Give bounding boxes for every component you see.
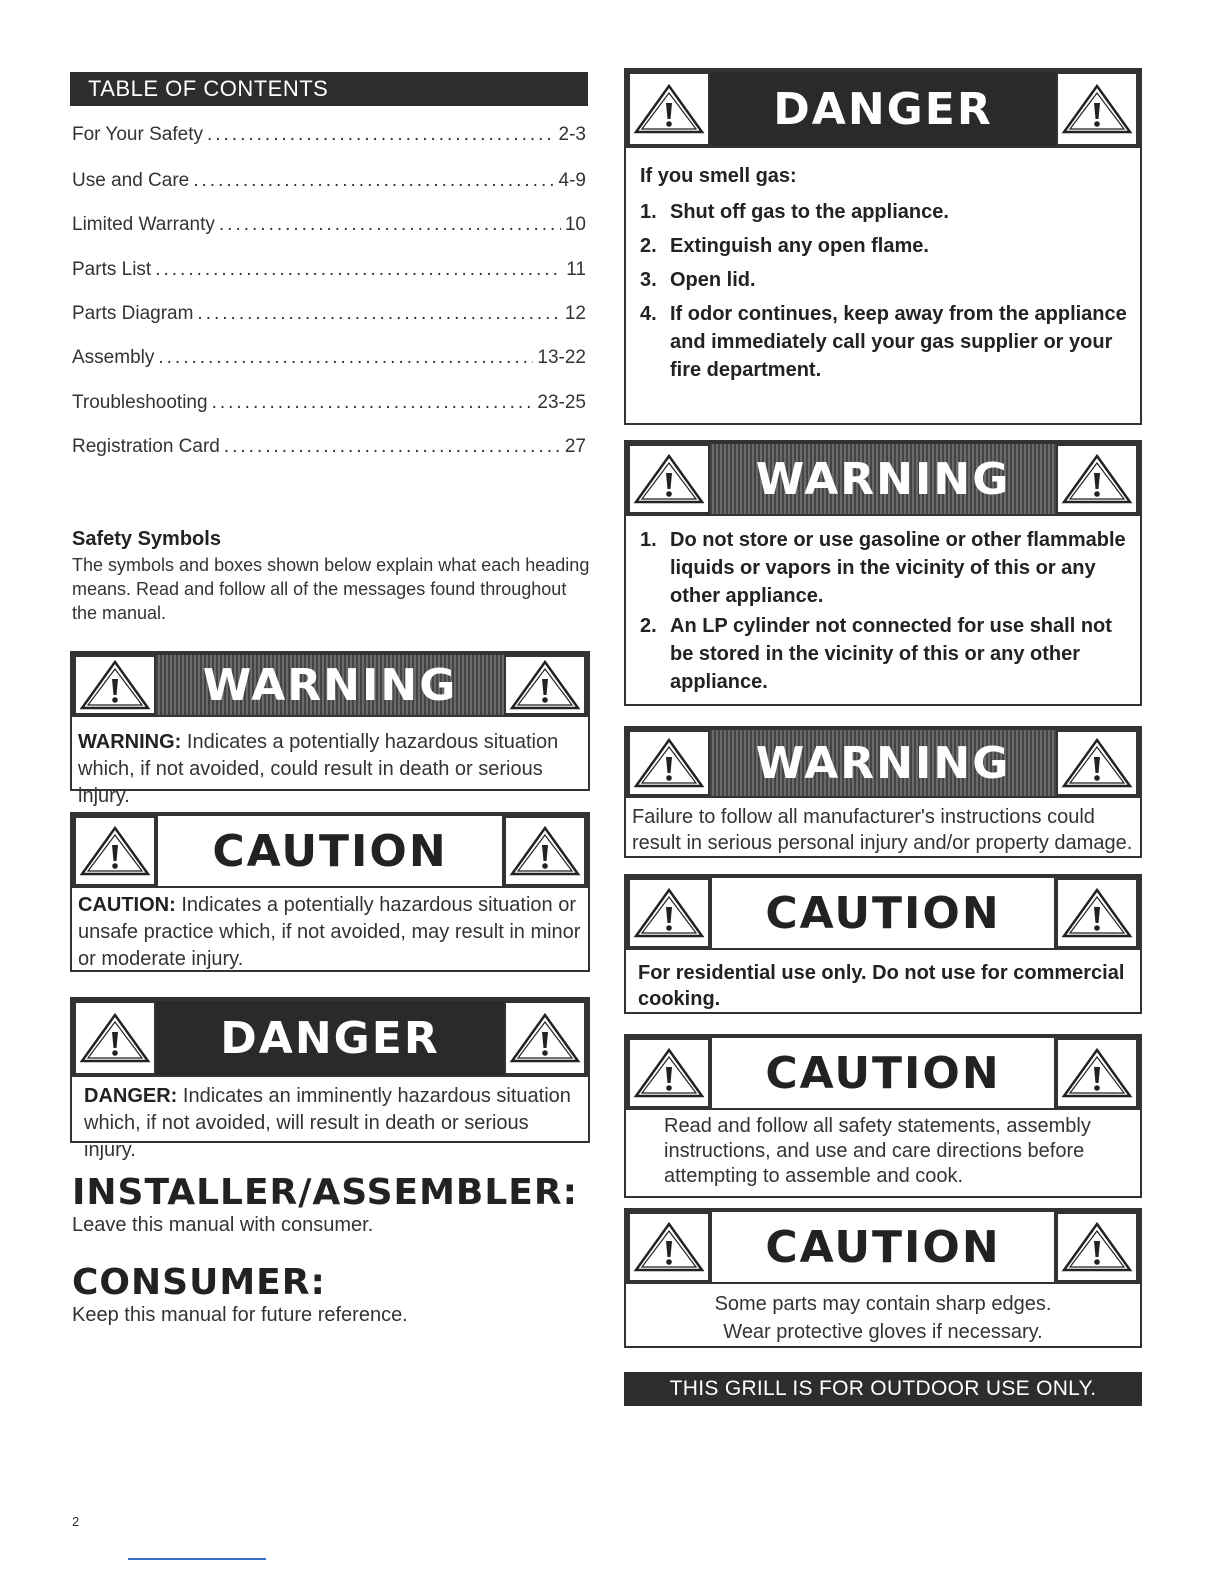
toc-entry-page: 4-9	[558, 170, 586, 191]
list-number: 2.	[640, 235, 657, 257]
banner-title: DANGER	[156, 1001, 504, 1075]
toc-entry-page: 2-3	[558, 124, 586, 145]
warning-banner	[626, 442, 1140, 516]
list-item	[640, 266, 1130, 294]
legend-label: DANGER:	[84, 1085, 178, 1107]
list-item	[640, 198, 1130, 226]
legend-label: CAUTION:	[78, 894, 176, 916]
toc-entry[interactable]	[72, 345, 586, 369]
list-number: 4.	[640, 303, 657, 325]
toc-entry[interactable]	[72, 212, 586, 236]
caution-banner	[626, 1036, 1140, 1110]
toc-leader	[212, 392, 534, 414]
legend-warning-text	[78, 729, 582, 810]
list-text: Open lid.	[670, 269, 756, 291]
warning-banner	[626, 728, 1140, 798]
warning-triangle-icon	[628, 730, 710, 796]
toc-entry[interactable]	[72, 434, 586, 458]
warning-triangle-icon	[628, 444, 710, 514]
list-number: 1.	[640, 529, 657, 551]
warning-triangle-icon	[628, 1212, 710, 1282]
warning-instructions-text: Failure to follow all manufacturer's instructions could result in serious personal injury and/or property damage.	[632, 806, 1133, 854]
toc-entry-title: Registration Card	[72, 436, 220, 457]
installer-text: Leave this manual with consumer.	[72, 1214, 374, 1236]
caution-read-box	[624, 1034, 1142, 1198]
legend-caution-box	[70, 812, 590, 972]
outdoor-use-notice: THIS GRILL IS FOR OUTDOOR USE ONLY.	[624, 1372, 1142, 1406]
warning-banner	[72, 653, 588, 717]
warning-triangle-icon	[628, 878, 710, 948]
toc-entry-title: Use and Care	[72, 170, 190, 191]
warning-gasoline-box	[624, 440, 1142, 706]
warning-triangle-icon	[1056, 1038, 1138, 1108]
list-item	[640, 300, 1130, 384]
toc-leader	[219, 214, 561, 236]
list-text: Extinguish any open flame.	[670, 235, 929, 257]
toc-entry[interactable]	[72, 390, 586, 414]
toc-leader	[193, 170, 554, 192]
warning-instructions-box	[624, 726, 1142, 858]
toc-entry-title: For Your Safety	[72, 124, 203, 145]
warning-triangle-icon	[504, 816, 586, 886]
list-number: 3.	[640, 269, 657, 291]
toc-entry-title: Assembly	[72, 347, 155, 368]
safety-symbols-title: Safety Symbols	[72, 528, 221, 550]
list-text: Do not store or use gasoline or other flammable liquids or vapors in the vicinity of this or any other appliance.	[670, 529, 1126, 607]
warning-triangle-icon	[74, 1001, 156, 1075]
danger-gas-box	[624, 68, 1142, 425]
toc-entry[interactable]	[72, 122, 586, 146]
legend-description: Indicates an imminently hazardous situation which, if not avoided, will result in death or serious injury.	[84, 1085, 571, 1161]
caution-edges-text	[632, 1290, 1134, 1346]
toc-entry[interactable]	[72, 257, 586, 281]
caution-edges-line: Wear protective gloves if necessary.	[723, 1321, 1043, 1343]
banner-title: WARNING	[156, 655, 504, 715]
toc-entry-title: Limited Warranty	[72, 214, 215, 235]
toc-entry[interactable]	[72, 168, 586, 192]
caution-edges-box	[624, 1208, 1142, 1348]
banner-title: WARNING	[710, 730, 1056, 796]
danger-gas-content	[640, 162, 1130, 384]
banner-title: CAUTION	[710, 1038, 1056, 1108]
list-text: An LP cylinder not connected for use shall not be stored in the vicinity of this or any other appliance.	[670, 615, 1112, 693]
caution-edges-line: Some parts may contain sharp edges.	[714, 1293, 1052, 1315]
warning-triangle-icon	[74, 816, 156, 886]
footer-divider	[128, 1558, 266, 1560]
legend-danger-box	[70, 997, 590, 1161]
list-item	[640, 232, 1130, 260]
danger-banner	[72, 999, 588, 1077]
banner-title: WARNING	[710, 444, 1056, 514]
list-item	[640, 612, 1130, 696]
banner-title: CAUTION	[710, 1212, 1056, 1282]
toc-leader	[158, 347, 533, 369]
caution-read-text: Read and follow all safety statements, assembly instructions, and use and care directions before attempting to assemble and cook.	[664, 1115, 1091, 1187]
banner-title: CAUTION	[156, 816, 504, 886]
toc-entry-page: 12	[564, 303, 586, 324]
toc-entry-title: Parts Diagram	[72, 303, 194, 324]
list-number: 2.	[640, 615, 657, 637]
caution-banner	[626, 1210, 1140, 1284]
page-number: 2	[72, 1514, 80, 1529]
toc-entry-page: 13-22	[537, 347, 586, 368]
warning-triangle-icon	[74, 655, 156, 715]
toc-entry-page: 27	[564, 436, 586, 457]
warning-triangle-icon	[1056, 730, 1138, 796]
toc-entry-page: 23-25	[537, 392, 586, 413]
toc-leader	[207, 124, 555, 146]
caution-banner	[72, 814, 588, 888]
caution-residential-text: For residential use only. Do not use for commercial cooking.	[638, 962, 1125, 1010]
toc-entry-page: 10	[564, 214, 586, 235]
safety-symbols-description: The symbols and boxes shown below explain what each heading means. Read and follow all of the messages found throughout the manual.	[72, 555, 590, 623]
toc-leader	[155, 259, 562, 281]
list-text: Shut off gas to the appliance.	[670, 201, 949, 223]
caution-residential-box	[624, 874, 1142, 1014]
warning-triangle-icon	[1056, 444, 1138, 514]
list-item	[640, 526, 1130, 610]
consumer-heading: CONSUMER:	[72, 1262, 326, 1303]
warning-triangle-icon	[504, 655, 586, 715]
warning-triangle-icon	[1056, 878, 1138, 948]
legend-danger-text	[84, 1083, 582, 1164]
toc-entry[interactable]	[72, 301, 586, 325]
warning-triangle-icon	[628, 1038, 710, 1108]
danger-banner	[626, 70, 1140, 148]
legend-description: Indicates a potentially hazardous situation or unsafe practice which, if not avoided, may result in minor or moderate injury.	[78, 894, 581, 970]
legend-caution-text	[78, 892, 582, 973]
list-text: If odor continues, keep away from the appliance and immediately call your gas supplier or your fire department.	[670, 303, 1127, 381]
banner-title: CAUTION	[710, 878, 1056, 948]
consumer-text: Keep this manual for future reference.	[72, 1304, 408, 1326]
legend-description: Indicates a potentially hazardous situation which, if not avoided, could result in death or serious injury.	[78, 731, 559, 807]
installer-heading: INSTALLER/ASSEMBLER:	[72, 1172, 579, 1213]
warning-gasoline-content	[640, 526, 1130, 696]
warning-triangle-icon	[504, 1001, 586, 1075]
toc-leader	[224, 436, 561, 458]
toc-header: TABLE OF CONTENTS	[70, 72, 588, 106]
list-number: 1.	[640, 201, 657, 223]
legend-warning-box	[70, 651, 590, 807]
toc-leader	[197, 303, 560, 325]
warning-triangle-icon	[628, 72, 710, 146]
danger-gas-intro: If you smell gas:	[640, 165, 797, 187]
toc-entry-title: Troubleshooting	[72, 392, 208, 413]
toc-entry-page: 11	[566, 259, 586, 280]
warning-triangle-icon	[1056, 72, 1138, 146]
caution-banner	[626, 876, 1140, 950]
banner-title: DANGER	[710, 72, 1056, 146]
warning-triangle-icon	[1056, 1212, 1138, 1282]
legend-label: WARNING:	[78, 731, 182, 753]
toc-entry-title: Parts List	[72, 259, 152, 280]
